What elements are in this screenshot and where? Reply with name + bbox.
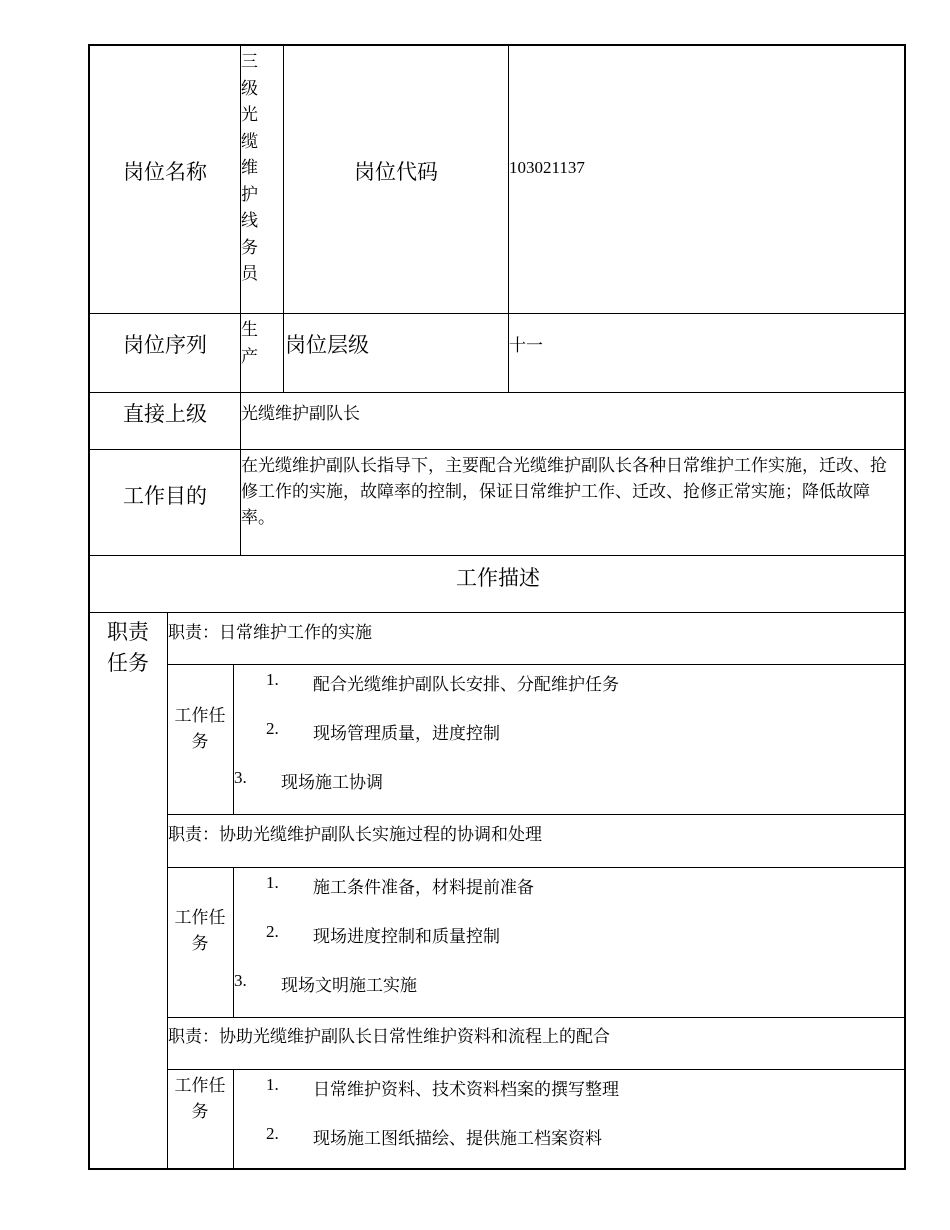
- duty-title: 职责：日常维护工作的实施: [168, 623, 372, 642]
- col-divider: [233, 664, 234, 815]
- job-description-table: [88, 44, 906, 1170]
- row-divider: [88, 313, 906, 314]
- task-item: 配合光缆维护副队长安排、分配维护任务: [313, 675, 619, 694]
- duty-title: 职责：协助光缆维护副队长日常性维护资料和流程上的配合: [168, 1027, 610, 1046]
- position-level-label: 岗位层级: [285, 333, 369, 357]
- purpose-label: 工作目的: [123, 484, 207, 508]
- supervisor-label: 直接上级: [123, 402, 207, 426]
- col-divider: [233, 867, 234, 1018]
- task-item: 现场施工协调: [281, 773, 383, 792]
- task-item: 现场管理质量，进度控制: [313, 724, 500, 743]
- task-label: 工作任务: [174, 1076, 226, 1121]
- task-number: 3.: [234, 971, 247, 990]
- position-series-value: 生产: [241, 320, 258, 366]
- task-label: 工作任务: [174, 706, 226, 751]
- supervisor-value: 光缆维护副队长: [241, 404, 360, 423]
- row-divider: [88, 555, 906, 556]
- task-number: 2.: [266, 719, 279, 738]
- task-item: 现场施工图纸描绘、提供施工档案资料: [313, 1129, 602, 1148]
- purpose-value: 在光缆维护副队长指导下，主要配合光缆维护副队长各种日常维护工作实施，迁改、抢修工作的实施，故障率的控制，保证日常维护工作、迁改、抢修正常实施；降低故障率。: [241, 456, 887, 527]
- col-divider: [283, 44, 284, 393]
- task-number: 3.: [234, 768, 247, 787]
- duties-label: 职责任务: [107, 620, 149, 675]
- task-number: 1.: [266, 873, 279, 892]
- position-level-value: 十一: [509, 336, 543, 355]
- row-divider: [167, 1069, 906, 1070]
- row-divider: [88, 612, 906, 613]
- row-divider: [167, 814, 906, 815]
- duty-title: 职责：协助光缆维护副队长实施过程的协调和处理: [168, 825, 542, 844]
- task-label: 工作任务: [174, 908, 226, 953]
- task-item: 现场文明施工实施: [281, 976, 417, 995]
- row-divider: [167, 664, 906, 665]
- row-divider: [88, 392, 906, 393]
- position-name-value: 三级光缆维护线务员: [241, 52, 258, 283]
- task-number: 1.: [266, 670, 279, 689]
- position-code-label: 岗位代码: [354, 160, 438, 184]
- position-code-value: 103021137: [509, 158, 585, 177]
- position-series-label: 岗位序列: [123, 333, 207, 357]
- task-number: 2.: [266, 1124, 279, 1143]
- position-name-label: 岗位名称: [123, 160, 207, 184]
- row-divider: [167, 867, 906, 868]
- row-divider: [88, 449, 906, 450]
- task-number: 2.: [266, 922, 279, 941]
- task-item: 现场进度控制和质量控制: [313, 927, 500, 946]
- task-number: 1.: [266, 1075, 279, 1094]
- description-title: 工作描述: [456, 566, 540, 590]
- task-item: 日常维护资料、技术资料档案的撰写整理: [313, 1080, 619, 1099]
- task-item: 施工条件准备，材料提前准备: [313, 878, 534, 897]
- col-divider: [233, 1069, 234, 1170]
- row-divider: [167, 1017, 906, 1018]
